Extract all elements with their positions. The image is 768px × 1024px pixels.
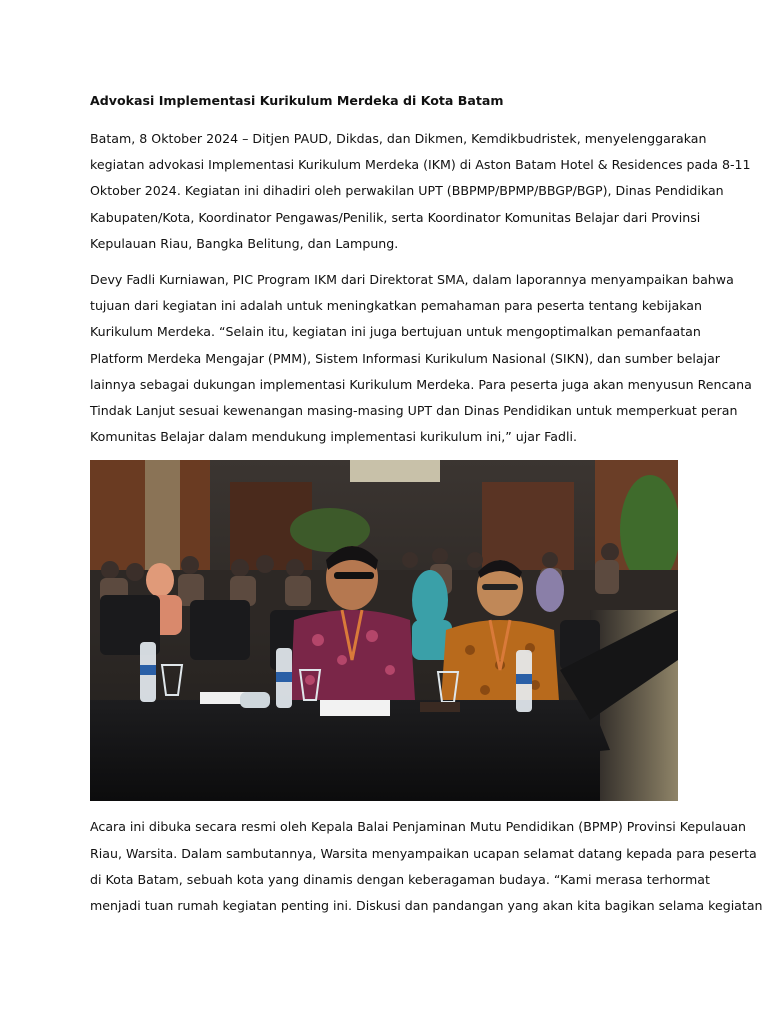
paragraph-line: tujuan dari kegiatan ini adalah untuk meningkatkan pemahaman para peserta tentang kebijakan [90, 298, 702, 314]
event-photo [90, 460, 678, 801]
paragraph-1 [90, 126, 751, 257]
paragraph-line: Riau, Warsita. Dalam sambutannya, Warsita menyampaikan ucapan selamat datang kepada para peserta [90, 845, 757, 861]
paragraph-line: Platform Merdeka Mengajar (PMM), Sistem Informasi Kurikulum Nasional (SIKN), dan sumber belajar [90, 350, 720, 366]
paragraph-line: kegiatan advokasi Implementasi Kurikulum Merdeka (IKM) di Aston Batam Hotel & Residences pada 8-11 [90, 157, 751, 173]
paragraph-3 [90, 814, 763, 919]
paragraph-line: menjadi tuan rumah kegiatan penting ini. Diskusi dan pandangan yang akan kita bagikan selama kegiatan [90, 898, 763, 914]
paragraph-line: Kurikulum Merdeka. “Selain itu, kegiatan ini juga bertujuan untuk mengoptimalkan pemanfaatan [90, 324, 701, 340]
paragraph-line: Kabupaten/Kota, Koordinator Pengawas/Penilik, serta Koordinator Komunitas Belajar dari Provinsi [90, 209, 701, 225]
paragraph-line: Tindak Lanjut sesuai kewenangan masing-masing UPT dan Dinas Pendidikan untuk memperkuat peran [90, 403, 738, 419]
paragraph-line: lainnya sebagai dukungan implementasi Kurikulum Merdeka. Para peserta juga akan menyusun Rencana [90, 376, 752, 392]
paragraph-line: Devy Fadli Kurniawan, PIC Program IKM dari Direktorat SMA, dalam laporannya menyampaikan bahwa [90, 272, 734, 288]
paragraph-line: Kepulauan Riau, Bangka Belitung, dan Lampung. [90, 235, 399, 251]
paragraph-line: di Kota Batam, sebuah kota yang dinamis dengan keberagaman budaya. “Kami merasa terhormat [90, 871, 710, 887]
paragraph-line: Oktober 2024. Kegiatan ini dihadiri oleh perwakilan UPT (BBPMP/BPMP/BBGP/BGP), Dinas Pendidikan [90, 183, 724, 199]
paragraph-line: Komunitas Belajar dalam mendukung implementasi kurikulum ini,” ujar Fadli. [90, 429, 577, 445]
event-photo-illustration [90, 460, 678, 801]
document-page [90, 92, 763, 929]
paragraph-2 [90, 267, 752, 450]
paragraph-line: Acara ini dibuka secara resmi oleh Kepala Balai Penjaminan Mutu Pendidikan (BPMP) Provinsi Kepulauan [90, 819, 747, 835]
paragraph-line: Batam, 8 Oktober 2024 – Ditjen PAUD, Dikdas, dan Dikmen, Kemdikbudristek, menyelenggarakan [90, 131, 707, 146]
article-title: Advokasi Implementasi Kurikulum Merdeka di Kota Batam [90, 93, 504, 108]
